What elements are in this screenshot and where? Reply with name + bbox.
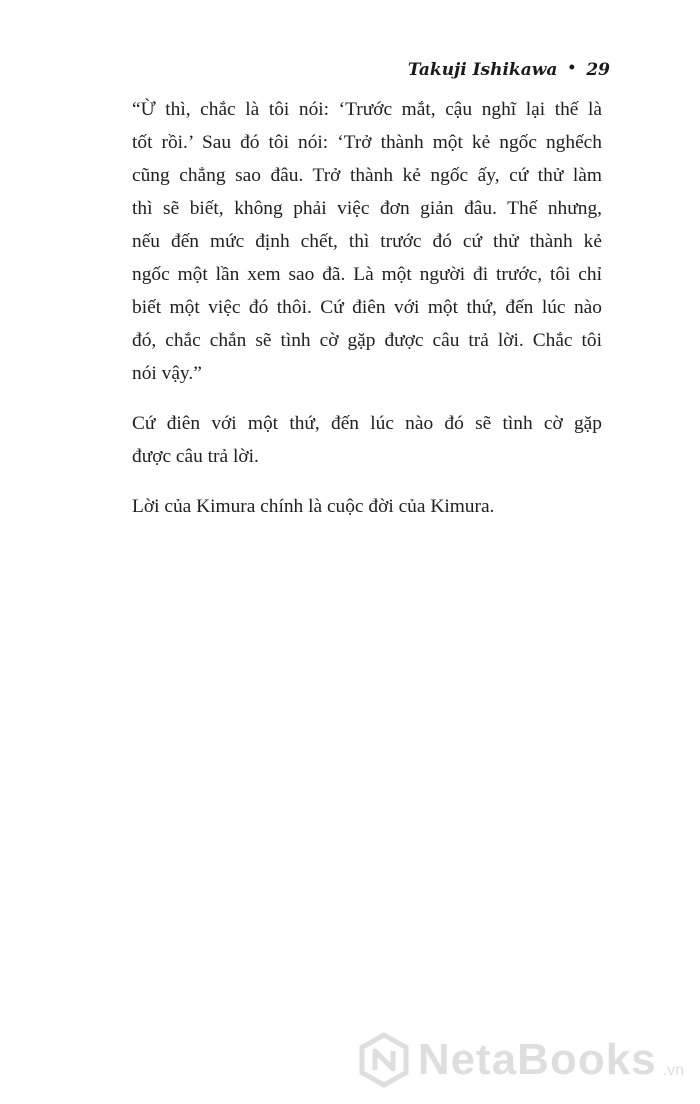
text-line: được câu trả lời. — [132, 446, 259, 467]
text-line: nếu đến mức định chết, thì trước đó cứ thử thành kẻ — [132, 231, 602, 252]
text-line: ngốc một lần xem sao đã. Là một người đi trước, tôi chỉ — [132, 264, 602, 285]
text-line: thì sẽ biết, không phải việc đơn giản đâu. Thế nhưng, — [132, 198, 602, 219]
watermark-brand: NetaBooks — [417, 1035, 657, 1084]
body-text — [100, 93, 602, 540]
netabooks-logo-icon — [356, 1032, 412, 1088]
paragraph — [100, 407, 602, 473]
text-line: cũng chẳng sao đâu. Trở thành kẻ ngốc ấy, cứ thử làm — [132, 165, 602, 186]
text-line: biết một việc đó thôi. Cứ điên với một thứ, đến lúc nào — [132, 297, 602, 318]
text-line: Cứ điên với một thứ, đến lúc nào đó sẽ tình cờ gặp — [132, 413, 602, 434]
netabooks-watermark — [356, 1032, 684, 1088]
running-header — [408, 60, 610, 80]
paragraph — [100, 490, 602, 523]
text-line: đó, chắc chắn sẽ tình cờ gặp được câu trả lời. Chắc tôi — [132, 330, 602, 351]
watermark-tld: .vn — [662, 1062, 684, 1079]
text-line: tốt rồi.’ Sau đó tôi nói: ‘Trở thành một kẻ ngốc nghếch — [132, 132, 602, 153]
header-bullet: • — [567, 60, 577, 76]
text-line: “Ừ thì, chắc là tôi nói: ‘Trước mắt, cậu nghĩ lại thế là — [132, 99, 602, 120]
text-line: nói vậy.” — [132, 363, 202, 384]
page-number: 29 — [586, 60, 610, 80]
paragraph — [100, 93, 602, 390]
header-author: Takuji Ishikawa — [407, 60, 558, 80]
text-line: Lời của Kimura chính là cuộc đời của Kimura. — [132, 496, 495, 517]
